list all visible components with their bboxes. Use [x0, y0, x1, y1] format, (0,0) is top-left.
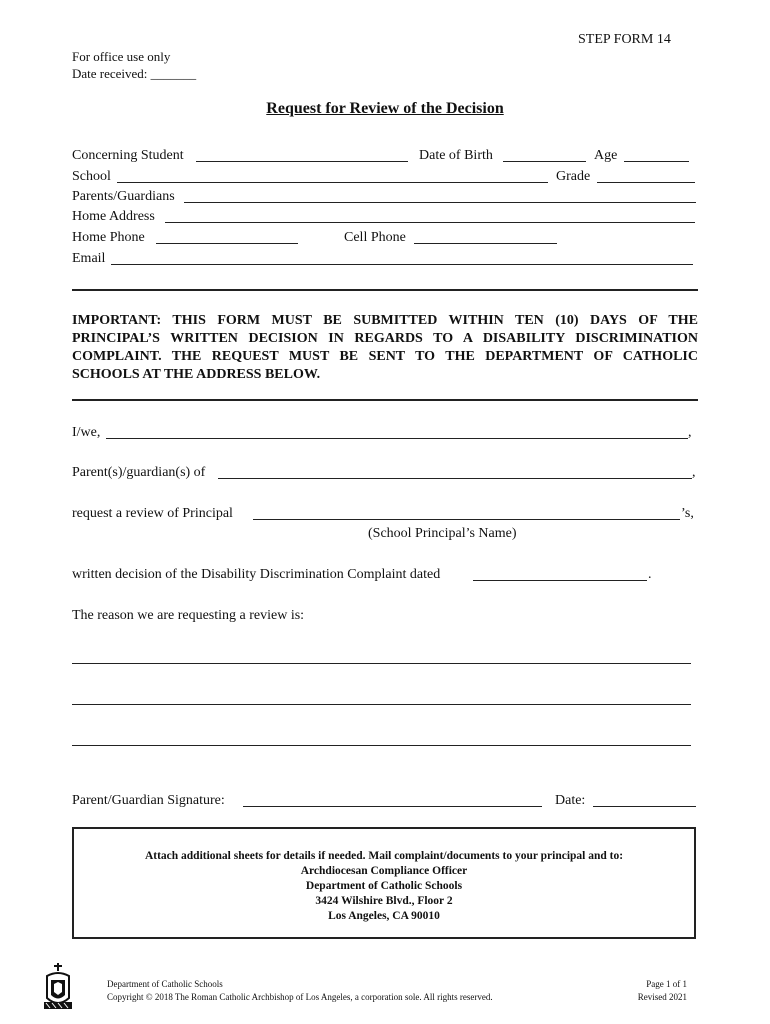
footer-revised: Revised 2021	[637, 992, 687, 1002]
reason-line-2[interactable]	[72, 704, 691, 705]
reason-label: The reason we are requesting a review is:	[72, 608, 305, 623]
principal-caption: (School Principal’s Name)	[368, 526, 517, 541]
footer-copyright: Copyright © 2018 The Roman Catholic Archbishop of Los Angeles, a corporation sole. All rights reserved.	[107, 992, 493, 1002]
city-line: Los Angeles, CA 90010	[328, 910, 440, 922]
address-label: Home Address	[72, 209, 155, 224]
section-divider	[72, 399, 698, 401]
school-label: School	[72, 169, 111, 184]
age-label: Age	[594, 148, 618, 163]
parent-of-comma: ,	[692, 465, 696, 480]
dob-field[interactable]	[503, 161, 586, 162]
principal-name-field[interactable]	[253, 519, 680, 520]
compliance-officer-line: Archdiocesan Compliance Officer	[300, 865, 468, 877]
page-title: Request for Review of the Decision	[266, 100, 504, 117]
address-field[interactable]	[165, 222, 695, 223]
school-field[interactable]	[117, 182, 548, 183]
reason-line-3[interactable]	[72, 745, 691, 746]
parent-of-field[interactable]	[218, 478, 692, 479]
home-phone-label: Home Phone	[72, 230, 145, 245]
footer-page: Page 1 of 1	[646, 979, 687, 989]
reason-line-1[interactable]	[72, 663, 691, 664]
form-id: STEP FORM 14	[578, 32, 671, 47]
age-field[interactable]	[624, 161, 689, 162]
date-received-label: Date received: _______	[72, 66, 197, 81]
parents-label: Parents/Guardians	[72, 189, 175, 204]
decision-period: .	[648, 567, 652, 582]
written-decision-label: written decision of the Disability Discrimination Complaint dated	[72, 567, 441, 582]
iwe-comma: ,	[688, 425, 692, 440]
home-phone-field[interactable]	[156, 243, 298, 244]
parent-of-label: Parent(s)/guardian(s) of	[72, 465, 206, 480]
possessive-suffix: ’s,	[681, 506, 694, 521]
iwe-field[interactable]	[106, 438, 688, 439]
email-field[interactable]	[111, 264, 693, 265]
mailing-instructions-box	[72, 827, 696, 939]
mail-instructions-line: Attach additional sheets for details if needed. Mail complaint/documents to your principal and to:	[144, 850, 624, 862]
parents-field[interactable]	[184, 202, 696, 203]
section-divider	[72, 289, 698, 291]
archdiocese-crest-icon	[44, 962, 72, 1010]
student-field[interactable]	[196, 161, 408, 162]
iwe-label: I/we,	[72, 425, 101, 440]
email-label: Email	[72, 251, 106, 266]
request-review-label: request a review of Principal	[72, 506, 233, 521]
sign-date-label: Date:	[555, 793, 586, 808]
office-use-label: For office use only	[72, 49, 171, 64]
dob-label: Date of Birth	[419, 148, 493, 163]
department-line: Department of Catholic Schools	[305, 880, 463, 892]
important-notice: IMPORTANT: THIS FORM MUST BE SUBMITTED WITHIN TEN (10) DAYS OF THE PRINCIPAL’S WRITTEN DECISION IN REGARDS TO A DISABILITY DISCRIMINATION COMPLAINT. THE REQUEST MUST BE SENT TO THE DEPARTMENT OF CATHOLIC SCHOOLS AT THE ADDRESS BELOW.	[72, 313, 698, 382]
grade-field[interactable]	[597, 182, 695, 183]
street-address-line: 3424 Wilshire Blvd., Floor 2	[315, 895, 453, 907]
decision-date-field[interactable]	[473, 580, 647, 581]
student-label: Concerning Student	[72, 148, 184, 163]
cell-phone-field[interactable]	[414, 243, 557, 244]
signature-label: Parent/Guardian Signature:	[72, 793, 225, 808]
cell-phone-label: Cell Phone	[344, 230, 406, 245]
footer-department: Department of Catholic Schools	[107, 979, 223, 989]
grade-label: Grade	[556, 169, 591, 184]
sign-date-field[interactable]	[593, 806, 696, 807]
signature-field[interactable]	[243, 806, 542, 807]
